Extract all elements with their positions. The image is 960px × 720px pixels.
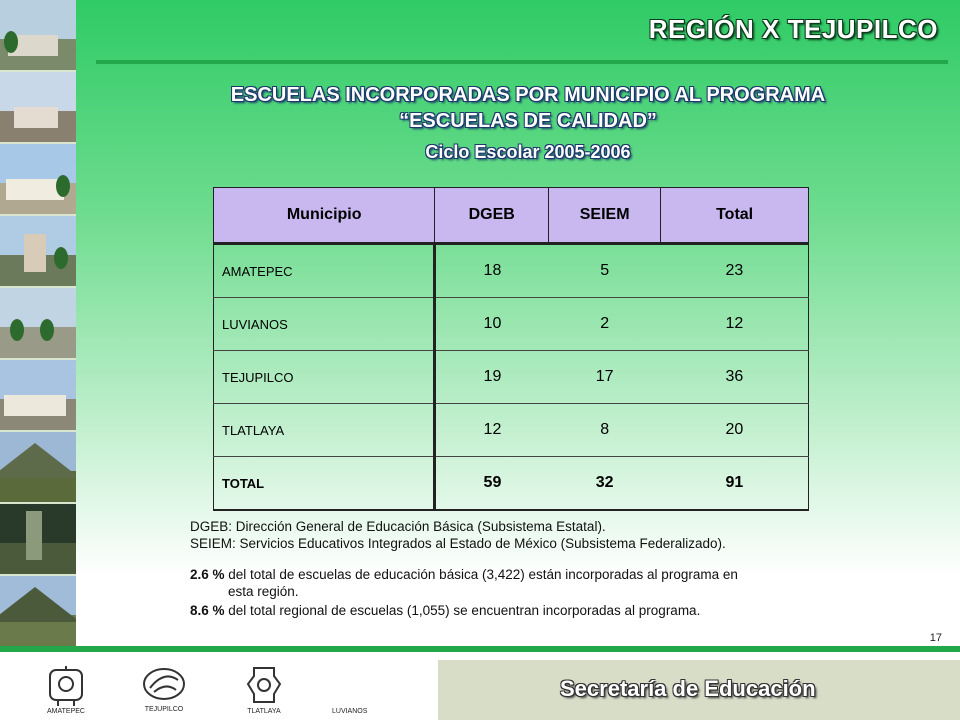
col-dgeb: DGEB xyxy=(435,188,549,244)
logo-luvianos xyxy=(332,706,367,715)
note-pct-2-value: 8.6 % xyxy=(190,603,225,618)
table-row xyxy=(214,404,809,457)
notes-block xyxy=(190,518,870,619)
title-line-2: “ESCUELAS DE CALIDAD” xyxy=(399,110,657,132)
cell-total-dgeb: 59 xyxy=(435,457,549,511)
schools-table xyxy=(213,187,809,511)
note-pct-1-text: del total de escuelas de educación básica (3,422) están incorporadas al programa en xyxy=(224,567,738,582)
cell-municipio: LUVIANOS xyxy=(214,298,435,351)
note-pct-1-cont: esta región. xyxy=(228,584,299,599)
tlatlaya-glyph-icon xyxy=(242,664,286,706)
cell-municipio: AMATEPEC xyxy=(214,244,435,298)
cell-dgeb: 12 xyxy=(435,404,549,457)
note-dgeb: DGEB: Dirección General de Educación Básica (Subsistema Estatal). xyxy=(190,519,606,534)
note-pct-1 xyxy=(190,566,870,583)
cell-total: 20 xyxy=(661,404,809,457)
table-header-row xyxy=(214,188,809,244)
cell-seiem: 8 xyxy=(549,404,661,457)
cell-seiem: 2 xyxy=(549,298,661,351)
note-seiem: SEIEM: Servicios Educativos Integrados al Estado de México (Subsistema Federalizado). xyxy=(190,536,726,551)
page-number: 17 xyxy=(929,632,942,644)
region-title: REGIÓN X TEJUPILCO xyxy=(648,14,938,44)
cell-municipio: TEJUPILCO xyxy=(214,351,435,404)
table-row xyxy=(214,351,809,404)
plaza-photo xyxy=(0,288,76,360)
table-row xyxy=(214,244,809,298)
town-photo xyxy=(0,72,76,144)
logo-tlatlaya xyxy=(242,664,286,715)
school-year-subtitle: Ciclo Escolar 2005-2006 xyxy=(425,142,631,162)
logo-caption: TLATLAYA xyxy=(247,708,281,715)
note-pct-2-text: del total regional de escuelas (1,055) se encuentran incorporadas al programa. xyxy=(224,603,701,618)
town-photo xyxy=(0,0,76,72)
cell-seiem: 17 xyxy=(549,351,661,404)
cell-total-total: 91 xyxy=(661,457,809,511)
cell-seiem: 5 xyxy=(549,244,661,298)
cell-dgeb: 18 xyxy=(435,244,549,298)
logo-caption: AMATEPEC xyxy=(47,708,85,715)
town-photo xyxy=(0,144,76,216)
page-title xyxy=(96,82,960,134)
col-total: Total xyxy=(661,188,809,244)
cell-total: 23 xyxy=(661,244,809,298)
table-total-row xyxy=(214,457,809,511)
note-pct-2 xyxy=(190,602,870,619)
cell-dgeb: 10 xyxy=(435,298,549,351)
col-municipio: Municipio xyxy=(214,188,435,244)
cell-total: 12 xyxy=(661,298,809,351)
note-pct-1-value: 2.6 % xyxy=(190,567,225,582)
logo-caption: LUVIANOS xyxy=(332,708,368,715)
cell-total: 36 xyxy=(661,351,809,404)
photo-strip xyxy=(0,0,76,648)
mountain-photo xyxy=(0,432,76,504)
amatepec-glyph-icon xyxy=(44,664,88,706)
town-photo xyxy=(0,360,76,432)
tejupilco-glyph-icon xyxy=(140,664,188,704)
header-divider xyxy=(96,60,948,64)
title-line-1: ESCUELAS INCORPORADAS POR MUNICIPIO AL PROGRAMA xyxy=(230,84,826,106)
logo-tejupilco xyxy=(140,664,188,713)
logo-caption: TEJUPILCO xyxy=(144,706,184,713)
logo-amatepec xyxy=(44,664,88,715)
col-seiem: SEIEM xyxy=(549,188,661,244)
church-photo xyxy=(0,216,76,288)
secretaria-label: Secretaría de Educación xyxy=(560,676,816,701)
mountain-photo xyxy=(0,576,76,648)
cell-total-seiem: 32 xyxy=(549,457,661,511)
table-row xyxy=(214,298,809,351)
cell-municipio: TLATLAYA xyxy=(214,404,435,457)
cell-dgeb: 19 xyxy=(435,351,549,404)
canyon-photo xyxy=(0,504,76,576)
cell-total-label: TOTAL xyxy=(214,457,435,511)
